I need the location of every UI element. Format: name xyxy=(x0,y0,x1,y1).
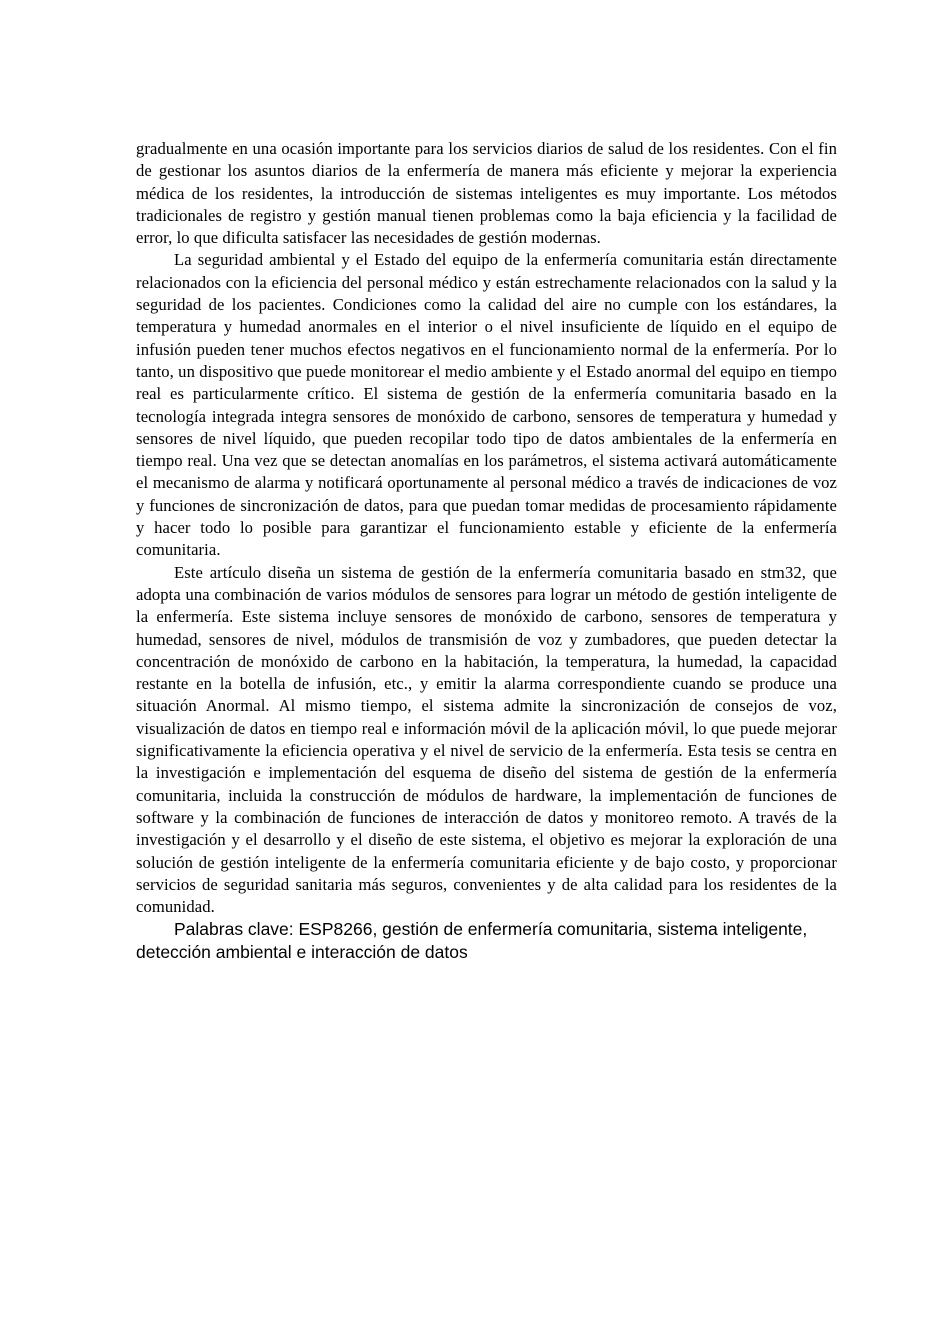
paragraph-system-design: Este artículo diseña un sistema de gestión de la enfermería comunitaria basado en stm32, que adopta una combinación de varios módulos de sensores para lograr un método de gestión inteligente de la enfermería. Este sistema incluye sensores de monóxido de carbono, sensores de temperatura y humedad, sensores de nivel, módulos de transmisión de voz y zumbadores, que pueden detectar la concentración de monóxido de carbono en la habitación, la temperatura, la humedad, la capacidad restante en la botella de infusión, etc., y emitir la alarma correspondiente cuando se produce una situación Anormal. Al mismo tiempo, el sistema admite la sincronización de consejos de voz, visualización de datos en tiempo real e información móvil de la aplicación móvil, lo que puede mejorar significativamente la eficiencia operativa y el nivel de servicio de la enfermería. Esta tesis se centra en la investigación e implementación del esquema de diseño del sistema de gestión de la enfermería comunitaria, incluida la construcción de módulos de hardware, la implementación de funciones de software y la combinación de funciones de interacción de datos y monitoreo remoto. A través de la investigación y el desarrollo y el diseño de este sistema, el objetivo es mejorar la exploración de una solución de gestión inteligente de la enfermería comunitaria eficiente y de bajo costo, y proporcionar servicios de seguridad sanitaria más seguros, convenientes y de alta calidad para los residentes de la comunidad. xyxy=(136,562,837,917)
page-body-text xyxy=(136,138,837,963)
keywords-line: Palabras clave: ESP8266, gestión de enfermería comunitaria, sistema inteligente, detección ambiental e interacción de datos xyxy=(136,919,808,962)
paragraph-environment-safety: La seguridad ambiental y el Estado del equipo de la enfermería comunitaria están directamente relacionados con la eficiencia del personal médico y están estrechamente relacionados con la salud y la seguridad de los pacientes. Condiciones como la calidad del aire no cumple con los estándares, la temperatura y humedad anormales en el interior o el nivel insuficiente de líquido en el equipo de infusión pueden tener muchos efectos negativos en el funcionamiento normal de la enfermería. Por lo tanto, un dispositivo que puede monitorear el medio ambiente y el Estado anormal del equipo en tiempo real es particularmente crítico. El sistema de gestión de la enfermería comunitaria basado en la tecnología integrada integra sensores de monóxido de carbono, sensores de temperatura y humedad y sensores de nivel líquido, que pueden recopilar todo tipo de datos ambientales de la enfermería en tiempo real. Una vez que se detectan anomalías en los parámetros, el sistema activará automáticamente el mecanismo de alarma y notificará oportunamente al personal médico a través de indicaciones de voz y funciones de sincronización de datos, para que puedan tomar medidas de procesamiento rápidamente y hacer todo lo posible para garantizar el funcionamiento estable y eficiente de la enfermería comunitaria. xyxy=(136,250,837,560)
paragraph-intro-continuation: gradualmente en una ocasión importante para los servicios diarios de salud de los residentes. Con el fin de gestionar los asuntos diarios de la enfermería de manera más eficiente y mejorar la experiencia médica de los residentes, la introducción de sistemas inteligentes es muy importante. Los métodos tradicionales de registro y gestión manual tienen problemas como la baja eficiencia y la facilidad de error, lo que dificulta satisfacer las necesidades de gestión modernas. xyxy=(136,139,837,248)
